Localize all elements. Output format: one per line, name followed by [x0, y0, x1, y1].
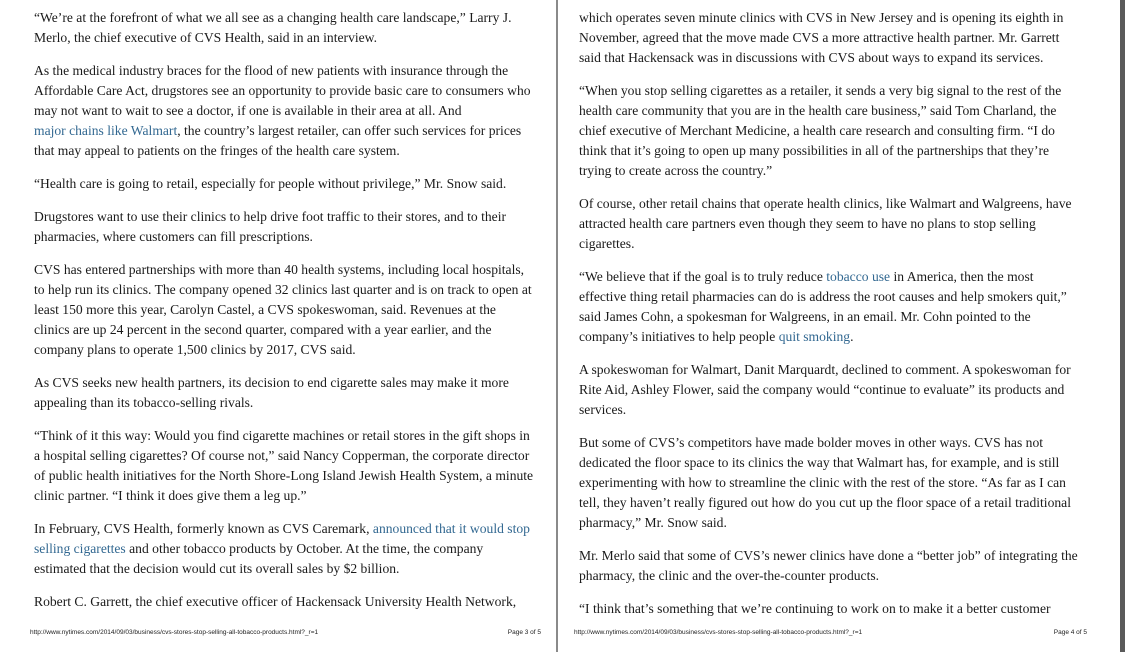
paragraph: which operates seven minute clinics with CVS in New Jersey and is opening its eighth in November, agreed that the move made CVS a more attractive health partner. Mr. Garrett said that Hackensack was in discussions with CVS about ways to expand its services. [579, 10, 1064, 65]
paragraph: “I think that’s something that we’re continuing to work on to make it a better customer [579, 601, 1051, 616]
paragraph: But some of CVS’s competitors have made bolder moves in other ways. CVS has not dedicated the floor space to its clinics the way that Walmart has, for example, and is still experimenting with how to streamline the clinic with the rest of the store. “As far as I can tell, they haven’t really figured out how do you cut up the floor space of a retail traditional pharmacy,” Mr. Snow said. [579, 435, 1071, 530]
link-tobacco-use[interactable]: tobacco use [826, 269, 891, 284]
paragraph: “When you stop selling cigarettes as a retailer, it sends a very big signal to the rest of the health care community that you are in the health care business,” said Tom Charland, the chief executive of Merchant Medicine, a health care research and consulting firm. “I do think that it’s going to open up many possibilities in all of the partnerships that they’re trying to create across the country.” [579, 83, 1062, 178]
document-page-right [558, 0, 1120, 652]
paragraph: Of course, other retail chains that operate health clinics, like Walmart and Walgreens, have attracted health care partners even though they seem to have no plans to stop selling cigarettes. [579, 196, 1072, 251]
link-major-chains-walmart[interactable]: major chains like Walmart [34, 123, 178, 138]
paragraph: major chains like Walmart, the country’s largest retailer, can offer such services for prices that may appeal to patients on the fringes of the health care system. [34, 123, 522, 158]
page-footer [30, 629, 541, 639]
paragraph: In February, CVS Health, formerly known as CVS Caremark, announced that it would stop selling cigarettes and other tobacco products by October. At the time, the company estimated that the decision would cut its overall sales by $2 billion. [34, 521, 530, 576]
document-page-left [0, 0, 556, 652]
page-footer [574, 629, 1087, 639]
page-number: Page 4 of 5 [1053, 629, 1087, 636]
paragraph: Mr. Merlo said that some of CVS’s newer clinics have done a “better job” of integrating the pharmacy, the clinic and the over-the-counter products. [579, 548, 1078, 583]
paragraph: A spokeswoman for Walmart, Danit Marquardt, declined to comment. A spokeswoman for Rite Aid, Ashley Flower, said the company would “continue to evaluate” its products and services. [579, 362, 1071, 417]
page-number: Page 3 of 5 [507, 629, 541, 636]
paragraph: “Health care is going to retail, especially for people without privilege,” Mr. Snow said. [34, 176, 507, 191]
article-body-right [579, 8, 1079, 632]
viewer-edge [1120, 0, 1125, 652]
footer-url: http://www.nytimes.com/2014/09/03/business/cvs-stores-stop-selling-all-tobacco-products.html?_r=1 [574, 629, 863, 636]
paragraph: Drugstores want to use their clinics to help drive foot traffic to their stores, and to their pharmacies, where customers can fill prescriptions. [34, 209, 507, 244]
link-quit-smoking[interactable]: quit smoking [778, 329, 851, 344]
paragraph: As the medical industry braces for the flood of new patients with insurance through the Affordable Care Act, drugstores see an opportunity to provide basic care to consumers who may not want to wait to see a doctor, if one is available in their area at all. And [34, 63, 531, 118]
paragraph: “We believe that if the goal is to truly reduce tobacco use in America, then the most effective thing retail pharmacies can do is address the root causes and help smokers quit,” said James Cohn, a spokesman for Walgreens, in an email. Mr. Cohn pointed to the company’s initiatives to help people quit smoking. [579, 269, 1067, 344]
paragraph: As CVS seeks new health partners, its decision to end cigarette sales may make it more appealing than its tobacco-selling rivals. [34, 375, 509, 410]
paragraph: “Think of it this way: Would you find cigarette machines or retail stores in the gift shops in a hospital selling cigarettes? Of course not,” said Nancy Copperman, the corporate director of public health initiatives for the North Shore-Long Island Jewish Health System, a minute clinic partner. “I think it does give them a leg up.” [34, 428, 534, 503]
article-body-left [34, 8, 534, 625]
link-announced-stop-selling-cigarettes[interactable]: announced that it would stop selling cigarettes [34, 521, 530, 556]
paragraph: “We’re at the forefront of what we all see as a changing health care landscape,” Larry J. Merlo, the chief executive of CVS Health, said in an interview. [34, 10, 512, 45]
paragraph: CVS has entered partnerships with more than 40 health systems, including local hospitals, to help run its clinics. The company opened 32 clinics last quarter and is on track to open at least 150 more this year, Carolyn Castel, a CVS spokeswoman, said. Revenues at the clinics are up 24 percent in the second quarter, compared with a year earlier, and the company plans to operate 1,500 clinics by 2017, CVS said. [34, 262, 532, 357]
paragraph: Robert C. Garrett, the chief executive officer of Hackensack University Health Network, [34, 594, 517, 609]
footer-url: http://www.nytimes.com/2014/09/03/business/cvs-stores-stop-selling-all-tobacco-products.html?_r=1 [30, 629, 319, 636]
